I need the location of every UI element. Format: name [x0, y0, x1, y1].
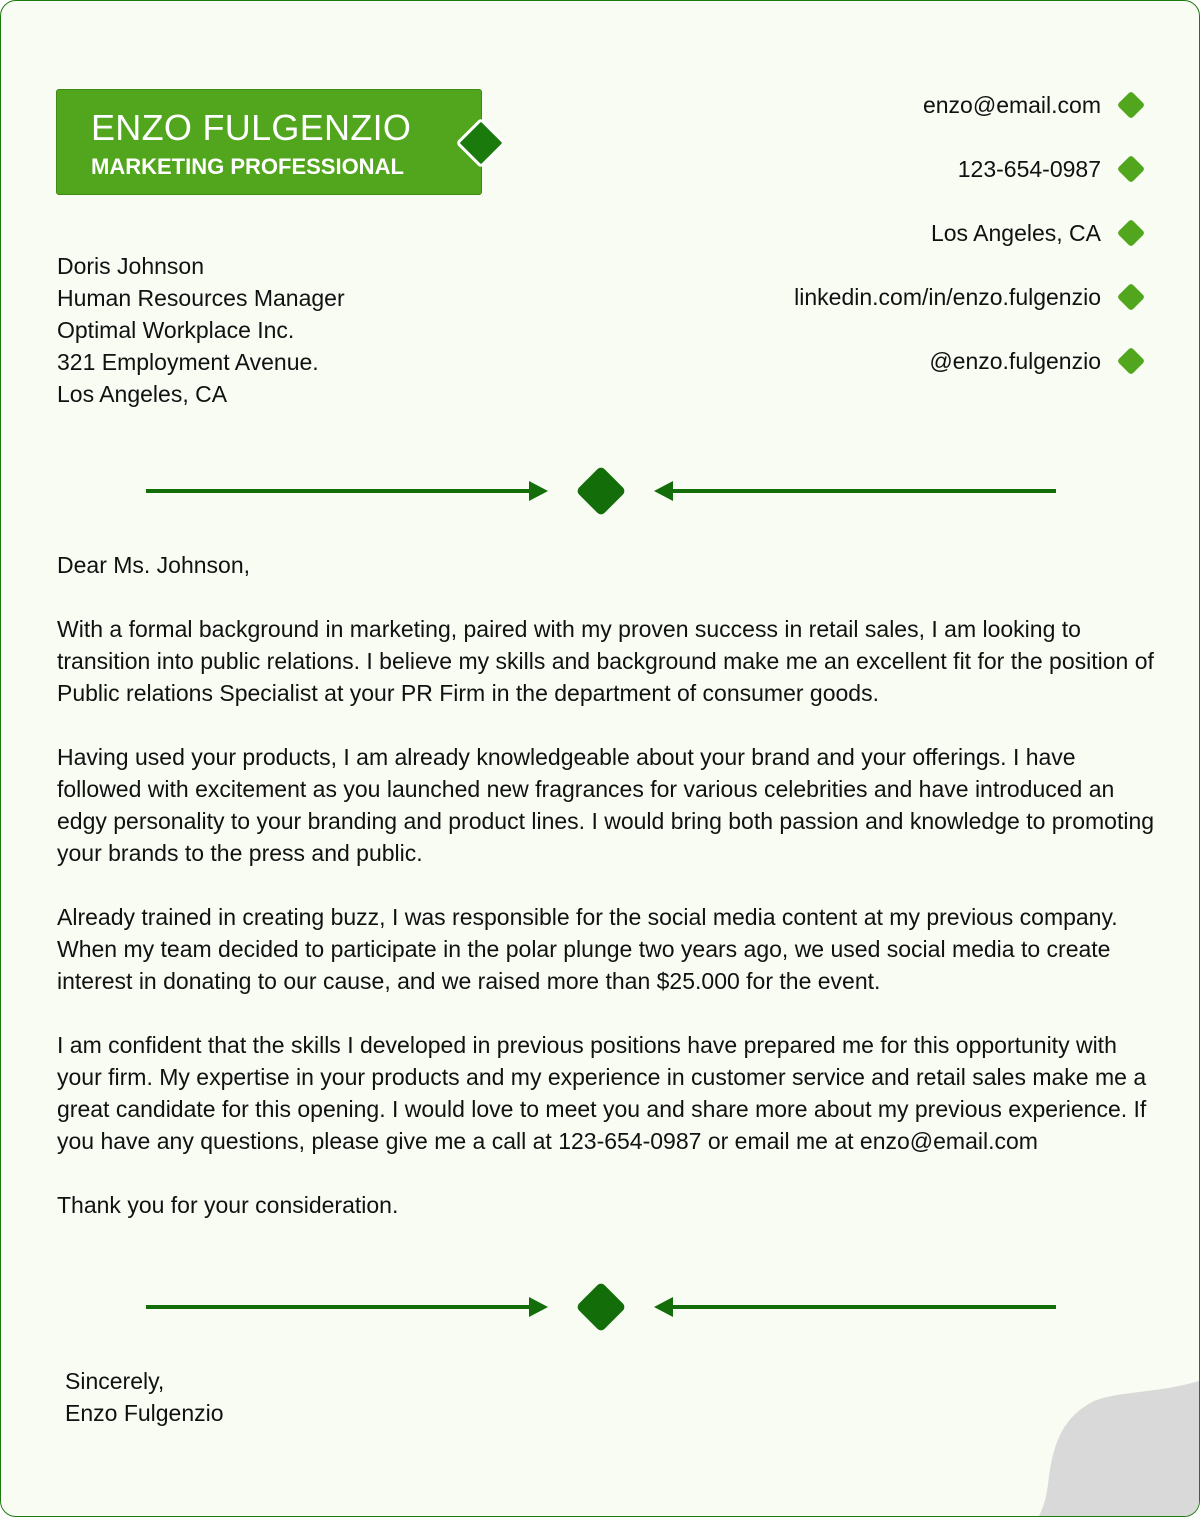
arrow-right-icon	[529, 1297, 548, 1317]
paragraph-1: With a formal background in marketing, paired with my proven success in retail sales, I am looking to transition into public relations. I believe my skills and background make me an excellent fit for the position of Public relations Specialist at your PR Firm in the department of consumer goods.	[57, 616, 1154, 706]
paragraph-3: Already trained in creating buzz, I was responsible for the social media content at my previous company. When my team decided to participate in the polar plunge two years ago, we used social media to create interest in donating to our cause, and we raised more than $25.000 for the event.	[57, 904, 1118, 994]
arrow-left-icon	[654, 481, 673, 501]
contact-social	[929, 345, 1141, 377]
contact-phone-text: 123-654-0987	[957, 155, 1101, 182]
contact-linkedin	[794, 281, 1141, 313]
divider-diamond-icon	[576, 1282, 627, 1332]
closing-block	[65, 1365, 224, 1429]
contact-email	[923, 89, 1141, 121]
diamond-bullet-icon	[1117, 347, 1145, 375]
recipient-street: 321 Employment Avenue.	[57, 349, 319, 375]
corner-decoration-shape	[1039, 1381, 1199, 1516]
recipient-address-block	[57, 250, 345, 410]
contact-social-text: @enzo.fulgenzio	[929, 347, 1101, 374]
signature-name: Enzo Fulgenzio	[65, 1400, 224, 1426]
salutation: Dear Ms. Johnson,	[57, 552, 251, 578]
arrow-right-icon	[529, 481, 548, 501]
diamond-bullet-icon	[1117, 91, 1145, 119]
applicant-name: ENZO FULGENZIO	[91, 107, 412, 148]
letter-body	[57, 549, 1157, 1221]
diamond-bullet-icon	[1117, 219, 1145, 247]
contact-linkedin-text: linkedin.com/in/enzo.fulgenzio	[794, 283, 1101, 310]
section-divider-top	[1, 466, 1199, 516]
divider-diamond-icon	[576, 466, 627, 516]
recipient-position: Human Resources Manager	[57, 285, 345, 311]
recipient-name: Doris Johnson	[57, 253, 205, 279]
thank-you-line: Thank you for your consideration.	[57, 1192, 399, 1218]
diamond-bullet-icon	[1117, 283, 1145, 311]
contact-phone	[958, 153, 1141, 185]
contact-location-text: Los Angeles, CA	[930, 219, 1101, 246]
diamond-bullet-icon	[1117, 155, 1145, 183]
valediction: Sincerely,	[65, 1368, 165, 1394]
paragraph-4: I am confident that the skills I developed in previous positions have prepared me for this opportunity with your firm. My expertise in your products and my experience in customer service and retail sales make me a great candidate for this opening. I would love to meet you and share more about my previous experience. If you have any questions, please give me a call at 123-654-0987 or email me at enzo@email.com	[57, 1032, 1147, 1154]
applicant-title: MARKETING PROFESSIONAL	[91, 154, 404, 179]
paragraph-2: Having used your products, I am already knowledgeable about your brand and your offerings. I have followed with excitement as you launched new fragrances for various celebrities and have introduced an edgy personality to your branding and product lines. I would bring both passion and knowledge to promoting your brands to the press and public.	[57, 744, 1155, 866]
arrow-left-icon	[654, 1297, 673, 1317]
contact-email-text: enzo@email.com	[922, 91, 1101, 118]
section-divider-bottom	[1, 1282, 1199, 1332]
recipient-city: Los Angeles, CA	[57, 381, 228, 407]
contact-location	[931, 217, 1141, 249]
name-banner	[56, 89, 482, 195]
recipient-company: Optimal Workplace Inc.	[57, 317, 295, 343]
